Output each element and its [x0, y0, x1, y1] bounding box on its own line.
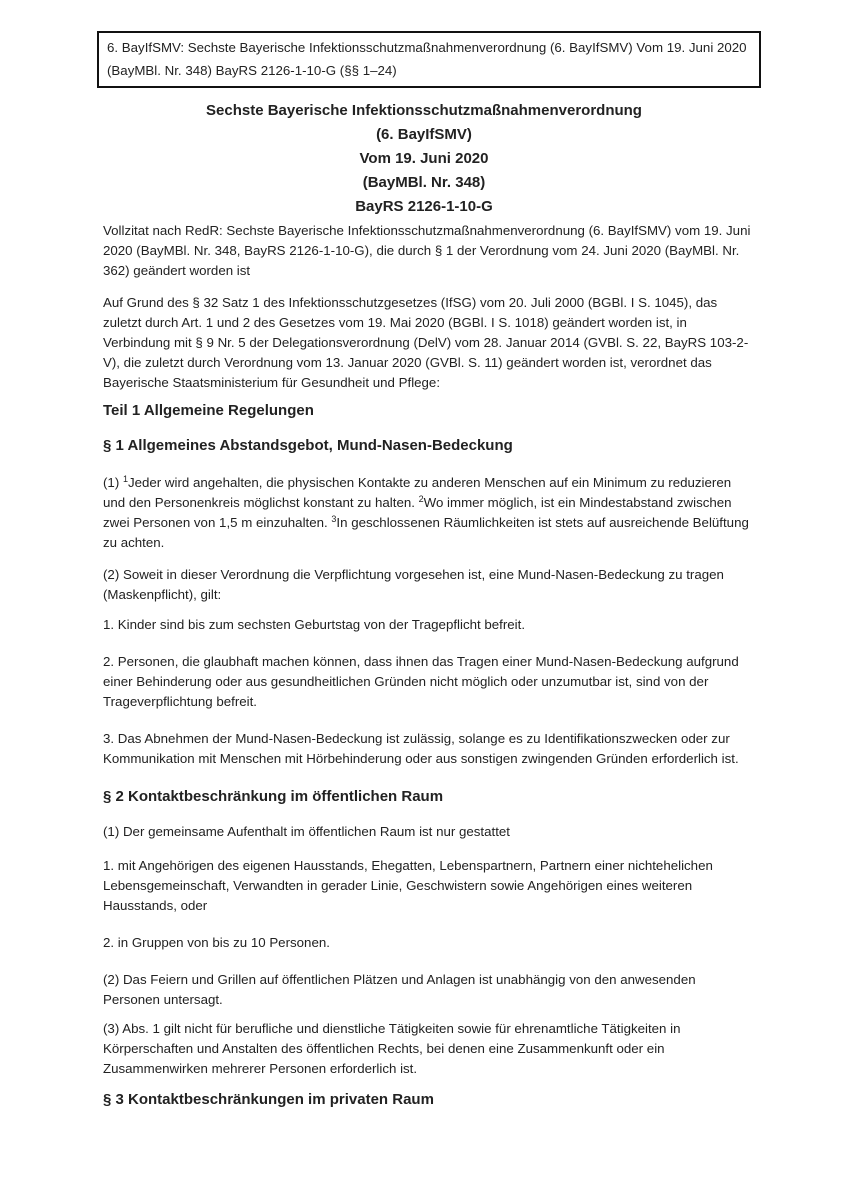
list-item: 2. Personen, die glaubhaft machen können, dass ihnen das Tragen einer Mund-Nasen-Bedeckung aufgrund einer Behinderung oder aus gesundheitlichen Gründen nicht möglich oder unzumutbar ist, sind von der Trageverpflichtung befreit. — [103, 654, 739, 709]
list-item: 2. in Gruppen von bis zu 10 Personen. — [103, 935, 330, 950]
section-3-heading: § 3 Kontaktbeschränkungen im privaten Raum — [103, 1091, 434, 1108]
sentence-number: 2 — [418, 494, 424, 504]
title-gazette: (BayMBl. Nr. 348) — [362, 174, 486, 191]
list-item: 1. Kinder sind bis zum sechsten Geburtstag von der Tragepflicht befreit. — [103, 617, 526, 632]
sentence: In geschlossenen Räumlichkeiten ist stets auf ausreichende Belüftung zu achten. — [103, 515, 749, 550]
preamble: Auf Grund des § 32 Satz 1 des Infektionsschutzgesetzes (IfSG) vom 20. Juli 2000 (BGBl. I S. 1045), das zuletzt durch Art. 1 und 2 des Gesetzes vom 19. Mai 2020 (BGBl. I S. 1018) geändert worden ist, in Verbindung mit § 9 Nr. 5 der Delegationsverordnung (DelV) vom 28. Januar 2014 (GVBl. S. 22, BayRS 103-2-V), die zuletzt durch Verordnung vom 13. Januar 2020 (GVBl. S. 11) geändert worden ist, verordnet das Bayerische Staatsministerium für Gesundheit und Pflege: — [103, 295, 749, 390]
citation-header-box: 6. BayIfSMV: Sechste Bayerische Infektionsschutzmaßnahmenverordnung (6. BayIfSMV) Vom 19. Juni 2020 (BayMBl. Nr. 348) BayRS 2126-1-10-G (§§ 1–24) — [97, 31, 761, 88]
section-2-paragraph-1: (1) Der gemeinsame Aufenthalt im öffentlichen Raum ist nur gestattet — [103, 824, 510, 839]
section-2-heading: § 2 Kontaktbeschränkung im öffentlichen Raum — [103, 788, 444, 805]
list-item: 3. Das Abnehmen der Mund-Nasen-Bedeckung ist zulässig, solange es zu Identifikationszwecken oder zur Kommunikation mit Menschen mit Hörbehinderung oder aus sonstigen zwingenden Gründen erforderlich ist. — [103, 731, 739, 766]
section-1-paragraph-2: (2) Soweit in dieser Verordnung die Verpflichtung vorgesehen ist, eine Mund-Nasen-Bedeckung zu tragen (Maskenpflicht), gilt: — [103, 567, 724, 602]
part-heading: Teil 1 Allgemeine Regelungen — [103, 402, 314, 419]
section-1-heading: § 1 Allgemeines Abstandsgebot, Mund-Nasen-Bedeckung — [103, 437, 513, 454]
list-item: 1. mit Angehörigen des eigenen Hausstands, Ehegatten, Lebenspartnern, Partnern einer nichtehelichen Lebensgemeinschaft, Verwandten in gerader Linie, Geschwistern sowie Angehörigen eines weiteren Hausstands, oder — [103, 858, 713, 913]
title-line: Sechste Bayerische Infektionsschutzmaßnahmenverordnung — [206, 102, 642, 119]
title-date: Vom 19. Juni 2020 — [359, 150, 489, 167]
sentence-number: 3 — [331, 514, 337, 524]
sentence: Wo immer möglich, ist ein Mindestabstand zwischen zwei Personen von 1,5 m einzuhalten. — [103, 495, 732, 530]
full-citation: Vollzitat nach RedR: Sechste Bayerische Infektionsschutzmaßnahmenverordnung (6. BayIfSMV) vom 19. Juni 2020 (BayMBl. Nr. 348, BayRS 2126-1-10-G), die durch § 1 der Verordnung vom 24. Juni 2020 (BayMBl. Nr. 362) geändert worden ist — [103, 223, 751, 278]
section-1-paragraph-1 — [103, 473, 755, 553]
paragraph-number: (1) — [103, 475, 123, 490]
sentence-number: 1 — [122, 474, 128, 484]
section-2-paragraph-3: (3) Abs. 1 gilt nicht für berufliche und dienstliche Tätigkeiten sowie für ehrenamtliche Tätigkeiten in Körperschaften und Anstalten des öffentlichen Rechts, bei denen eine Zusammenkunft oder ein Zusammenwirken mehrerer Personen erforderlich ist. — [103, 1021, 681, 1076]
title-abbreviation: (6. BayIfSMV) — [376, 126, 472, 143]
section-2-paragraph-2: (2) Das Feiern und Grillen auf öffentlichen Plätzen und Anlagen ist unabhängig von den anwesenden Personen untersagt. — [103, 972, 696, 1007]
document-title — [0, 99, 848, 219]
title-bayrs: BayRS 2126-1-10-G — [355, 198, 493, 215]
sentence: Jeder wird angehalten, die physischen Kontakte zu anderen Menschen auf ein Minimum zu reduzieren und den Personenkreis möglichst konstant zu halten. — [103, 475, 732, 510]
